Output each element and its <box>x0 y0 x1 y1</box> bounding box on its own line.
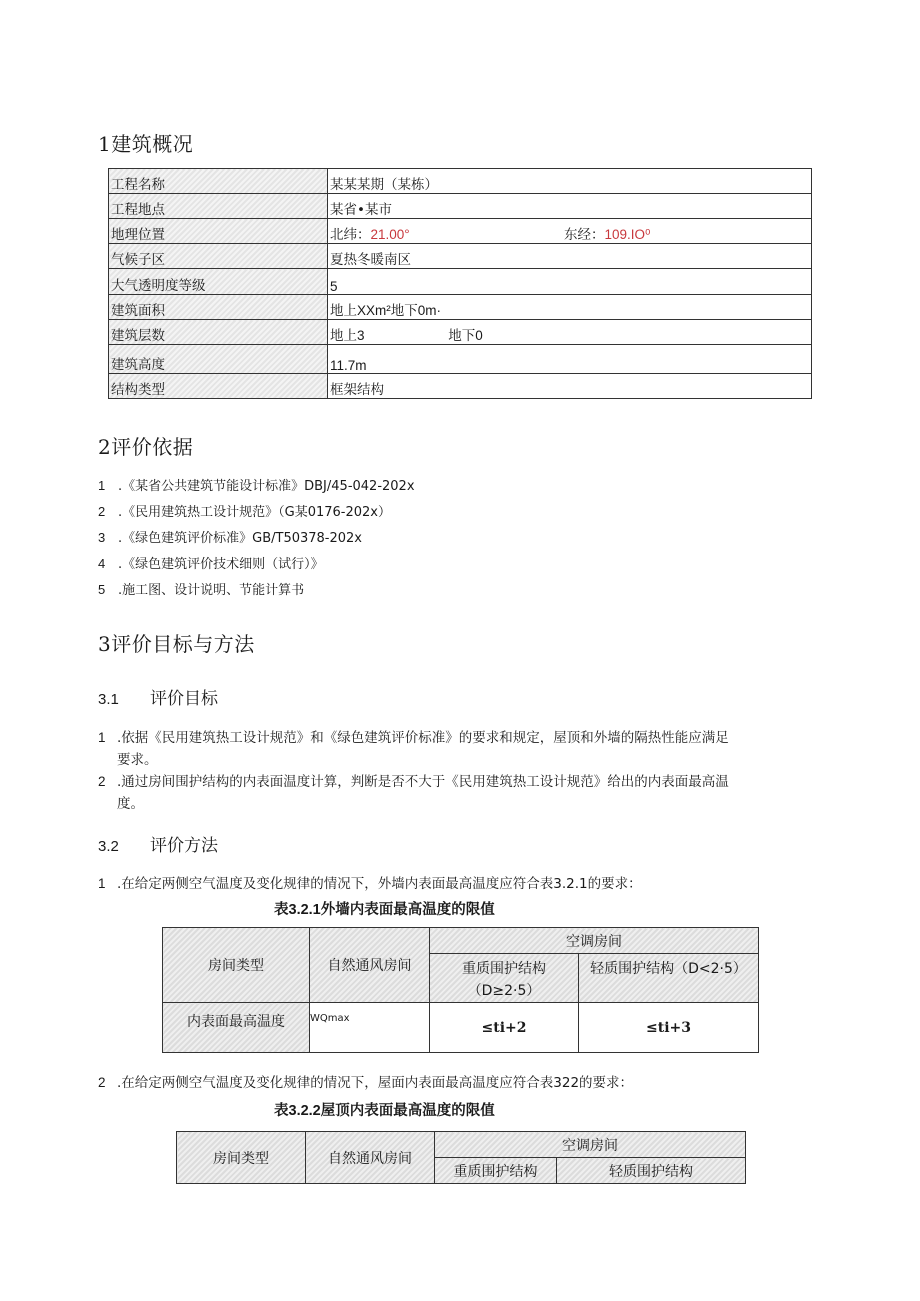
table-row <box>109 169 812 194</box>
subsection-3-2-title: 3.2 评价方法 <box>98 836 218 856</box>
row-value: 某某某期（某栋） <box>328 169 812 194</box>
header-light-envelope: 轻质围护结构（D<2·5） <box>579 954 759 1003</box>
header-light-envelope: 轻质围护结构 <box>557 1158 746 1184</box>
row-value: 5 <box>328 269 812 295</box>
geo-location-value <box>328 219 812 244</box>
header-natural-ventilation: 自然通风房间 <box>310 928 430 1003</box>
header-ac-room: 空调房间 <box>435 1132 746 1158</box>
header-room-type: 房间类型 <box>177 1132 306 1184</box>
table-3-2-1-caption: 表3.2.1外墙内表面最高温度的限值 <box>274 902 495 918</box>
section-3-title: 3评价目标与方法 <box>98 632 255 656</box>
section-2-title: 2评价依据 <box>98 435 194 459</box>
table-row <box>109 219 812 244</box>
header-room-type: 房间类型 <box>163 928 310 1003</box>
list-item: 1 .《某省公共建筑节能设计标准》DBJ/45-042-202x <box>98 478 415 494</box>
row-inner-surface-max-temp: 内表面最高温度 <box>163 1003 310 1053</box>
floors-value <box>328 320 812 345</box>
table-3-2-2-caption: 表3.2.2屋顶内表面最高温度的限值 <box>274 1103 495 1119</box>
row-label: 气候子区 <box>109 244 328 269</box>
list-item: 3 .《绿色建筑评价标准》GB/T50378-202x <box>98 530 362 546</box>
natural-ventilation-value: WQmax <box>310 1003 430 1053</box>
roof-temperature-limit-table <box>176 1131 746 1184</box>
header-heavy-envelope: 重质围护结构（D≥2·5） <box>430 954 579 1003</box>
table-row <box>109 244 812 269</box>
row-label: 结构类型 <box>109 374 328 399</box>
row-value: 11.7m <box>328 345 812 374</box>
row-value: 框架结构 <box>328 374 812 399</box>
longitude-label: 东经： <box>563 227 605 243</box>
floors-below: 地下0 <box>448 328 483 343</box>
reference-list <box>98 475 415 605</box>
table-row <box>109 269 812 295</box>
row-label: 建筑高度 <box>109 345 328 374</box>
row-value: 夏热冬暖南区 <box>328 244 812 269</box>
table-row <box>109 345 812 374</box>
building-overview-table <box>108 168 812 399</box>
row-label: 工程名称 <box>109 169 328 194</box>
row-label: 建筑层数 <box>109 320 328 345</box>
method-item: 2 .在给定两侧空气温度及变化规律的情况下，屋面内表面最高温度应符合表322的要求： <box>98 1075 634 1091</box>
goal-item: 2 .通过房间围护结构的内表面温度计算，判断是否不大于《民用建筑热工设计规范》给出的内表面最高温 度。 <box>98 774 729 812</box>
longitude-value: 109.IO⁰ <box>604 227 651 242</box>
section-1-title: 1建筑概况 <box>98 132 194 156</box>
row-label: 大气透明度等级 <box>109 269 328 295</box>
row-label: 建筑面积 <box>109 295 328 320</box>
list-item: 5 .施工图、设计说明、节能计算书 <box>98 582 305 598</box>
header-heavy-envelope: 重质围护结构 <box>435 1158 557 1184</box>
table-row <box>109 320 812 345</box>
latitude-value: 21.00° <box>370 227 410 242</box>
table-row <box>109 295 812 320</box>
header-ac-room: 空调房间 <box>430 928 759 954</box>
list-item: 2 .《民用建筑热工设计规范》（G某0176-202x） <box>98 504 391 520</box>
row-value: 地上XXm²地下0m· <box>328 295 812 320</box>
list-item: 4 .《绿色建筑评价技术细则（试行）》 <box>98 556 324 572</box>
header-natural-ventilation: 自然通风房间 <box>306 1132 435 1184</box>
latitude-label: 北纬： <box>330 227 371 243</box>
wall-temperature-limit-table <box>162 927 759 1053</box>
row-value: 某省•某市 <box>328 194 812 219</box>
method-item: 1 .在给定两侧空气温度及变化规律的情况下，外墙内表面最高温度应符合表3.2.1的要求： <box>98 876 642 892</box>
table-row <box>109 374 812 399</box>
subsection-3-1-title: 3.1 评价目标 <box>98 689 218 709</box>
light-envelope-value: ≤ti+3 <box>579 1003 759 1053</box>
table-row <box>109 194 812 219</box>
goal-item: 1 .依据《民用建筑热工设计规范》和《绿色建筑评价标准》的要求和规定，屋顶和外墙的隔热性能应满足 要求。 <box>98 730 729 768</box>
row-label: 工程地点 <box>109 194 328 219</box>
row-label: 地理位置 <box>109 219 328 244</box>
floors-above: 地上3 <box>330 328 365 343</box>
heavy-envelope-value: ≤ti+2 <box>430 1003 579 1053</box>
